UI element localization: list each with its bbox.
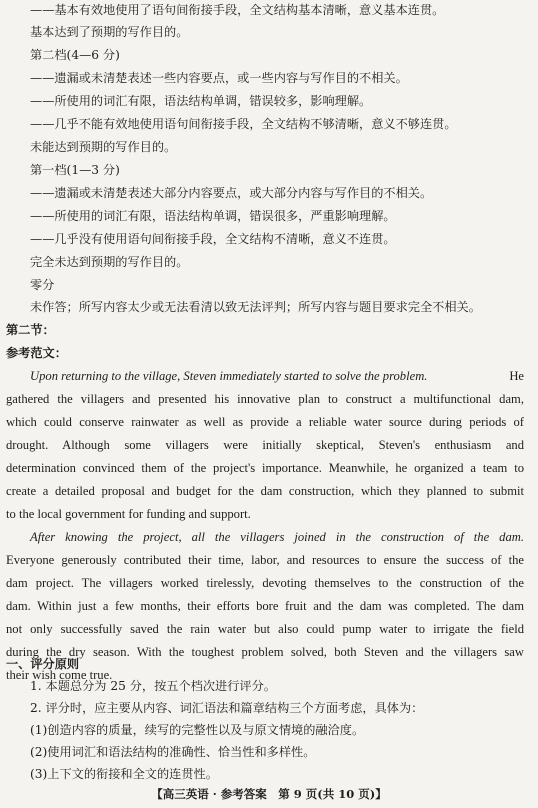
given-opening-sentence: After knowing the project, all the villagers joined in the construction of the dam.: [30, 530, 524, 544]
tier-conclusion: 完全未达到预期的写作目的。: [30, 255, 189, 269]
criterion-line: ——基本有效地使用了语句间衔接手段，全文结构基本清晰，意义基本连贯。: [30, 3, 445, 17]
criterion-line: ——所使用的词汇有限，语法结构单调，错误很多，严重影响理解。: [30, 209, 396, 223]
section-title: 第二节：: [6, 323, 55, 337]
essay-line: dam. Within just a few months, their efforts bore fruit and the dam was completed. The dam: [6, 599, 524, 613]
model-essay-title: 参考范文：: [6, 346, 67, 360]
criterion-line: 基本达到了预期的写作目的。: [30, 25, 189, 39]
essay-line: which could conserve rainwater as well as provide a reliable water source during periods of: [6, 415, 524, 429]
principle-item: 2. 评分时，应主要从内容、词汇语法和篇章结构三个方面考虑，具体为：: [30, 701, 424, 715]
page-footer: 【高三英语 · 参考答案 第 9 页(共 10 页)】: [151, 787, 387, 801]
essay-line: to the local government for funding and support.: [6, 507, 251, 521]
essay-line: not only successfully saved the rain water but also could pump water to irrigate the field: [6, 622, 524, 636]
tier-heading: 第一档(1—3 分): [30, 163, 120, 177]
principle-item: 1. 本题总分为 25 分，按五个档次进行评分。: [30, 679, 276, 693]
principle-item: (1)创造内容的质量，续写的完整性以及与原文情境的融洽度。: [30, 723, 365, 737]
principle-item: (3)上下文的衔接和全文的连贯性。: [30, 767, 218, 781]
tier-heading: 第二档(4—6 分): [30, 48, 120, 62]
essay-line: determination convinced them of the project's importance. Meanwhile, he organized a team to: [6, 461, 524, 475]
essay-line: Everyone generously contributed their time, labor, and resources to ensure the success of the: [6, 553, 524, 567]
tier-conclusion: 未能达到预期的写作目的。: [30, 140, 177, 154]
criterion-line: ——遗漏或未清楚表述大部分内容要点，或大部分内容与写作目的不相关。: [30, 186, 433, 200]
criterion-line: 未作答；所写内容太少或无法看清以致无法评判；所写内容与题目要求完全不相关。: [30, 300, 481, 314]
criterion-line: ——几乎没有使用语句间衔接手段，全文结构不清晰，意义不连贯。: [30, 232, 396, 246]
essay-line: during the dry season. With the toughest problem solved, both Steven and the villagers saw: [6, 645, 524, 659]
criterion-line: ——几乎不能有效地使用语句间衔接手段，全文结构不够清晰，意义不够连贯。: [30, 117, 457, 131]
principle-item: (2)使用词汇和语法结构的准确性、恰当性和多样性。: [30, 745, 316, 759]
given-opening-sentence: Upon returning to the village, Steven immediately started to solve the problem.: [30, 369, 428, 383]
essay-line: dam project. The villagers worked tirelessly, devoting themselves to the construction of the: [6, 576, 524, 590]
essay-line: their wish come true.: [6, 668, 113, 682]
essay-line: gathered the villagers and presented his innovative plan to construct a multifunctional dam,: [6, 392, 524, 406]
criterion-line: ——所使用的词汇有限，语法结构单调，错误较多，影响理解。: [30, 94, 372, 108]
essay-line: drought. Although some villagers were initially skeptical, Steven's enthusiasm and: [6, 438, 524, 452]
essay-paragraph-start: [30, 368, 524, 384]
tier-heading: 零分: [30, 278, 55, 292]
essay-line: He: [509, 369, 524, 383]
principles-title: 一、评分原则: [6, 657, 80, 671]
criterion-line: ——遗漏或未清楚表述一些内容要点，或一些内容与写作目的不相关。: [30, 71, 408, 85]
essay-line: create a detailed proposal and budget for the dam construction, which they planned to submit: [6, 484, 524, 498]
